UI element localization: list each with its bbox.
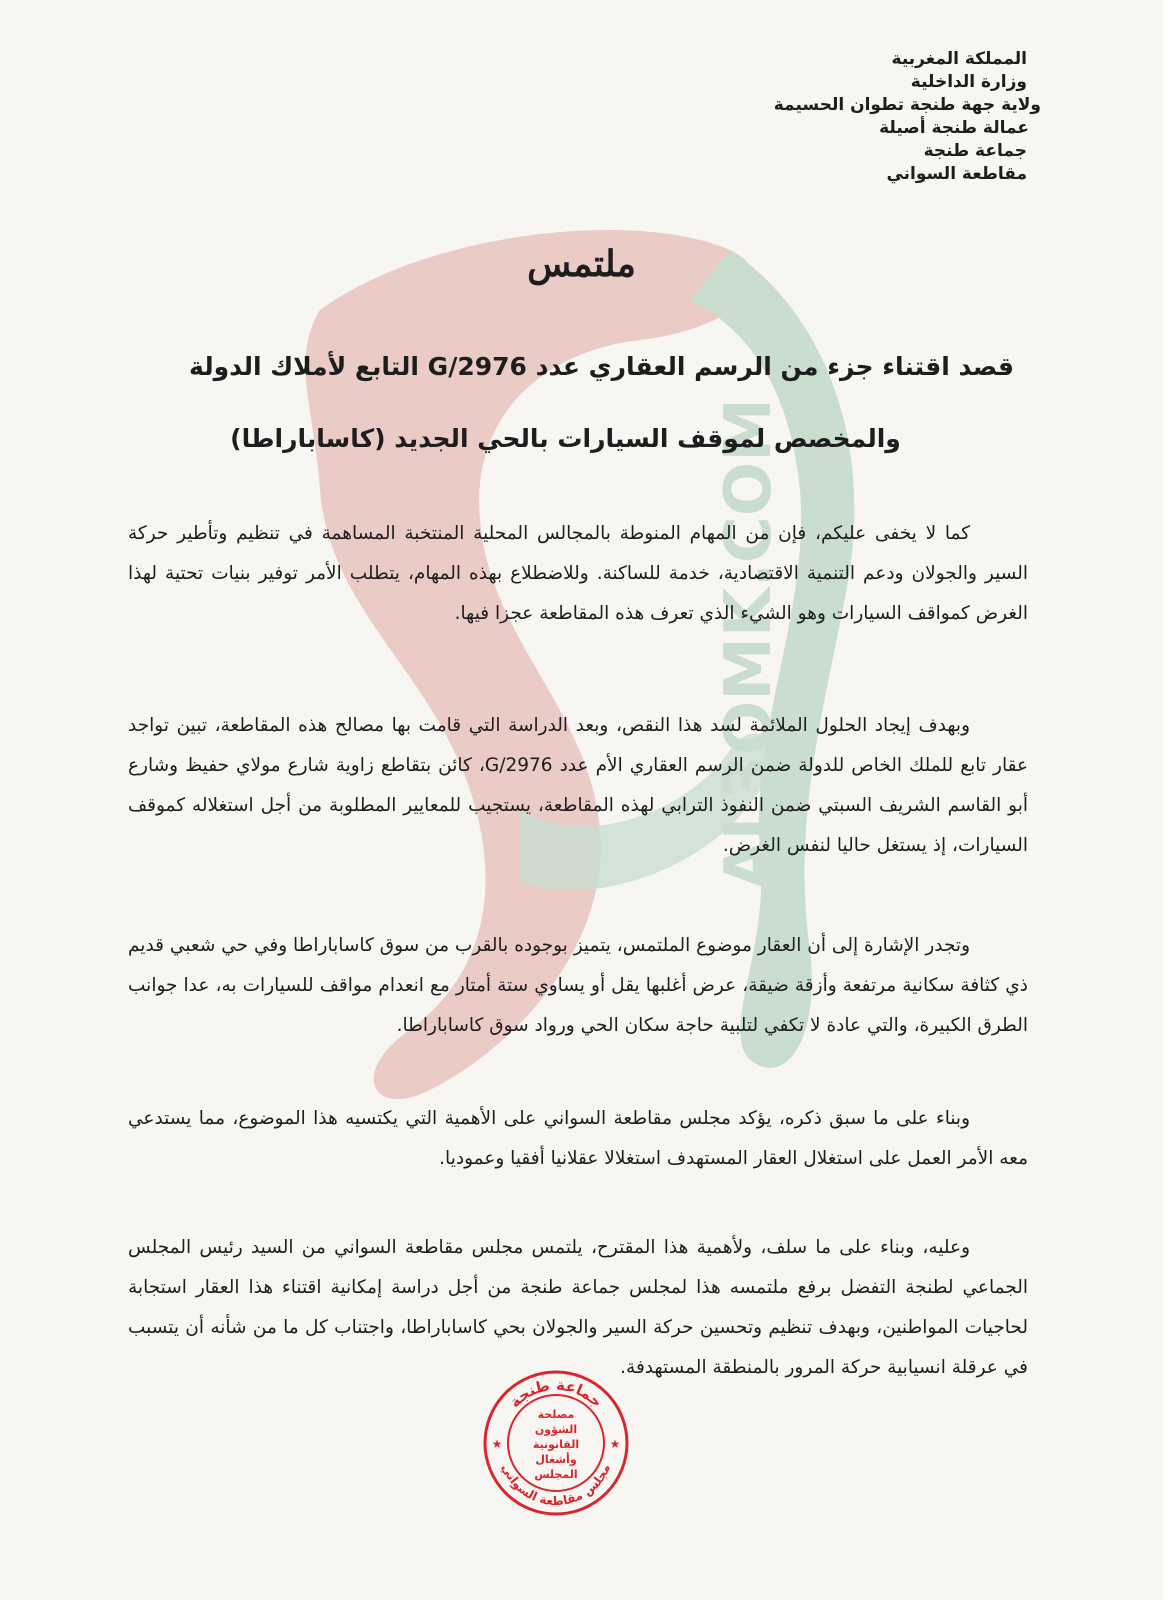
stamp-line-5: المجلس bbox=[534, 1468, 578, 1481]
paragraph-1 bbox=[128, 514, 1028, 634]
header-line-wilaya: ولاية جهة طنجة تطوان الحسيمة bbox=[773, 95, 1041, 115]
header-line-commune: جماعة طنجة bbox=[923, 141, 1027, 161]
subject-line-2: والمخصص لموقف السيارات بالحي الجديد (كاساباراطا) bbox=[230, 424, 901, 453]
header-line-prefecture: عمالة طنجة أصيلة bbox=[879, 118, 1029, 138]
subject-line-1: قصد اقتناء جزء من الرسم العقاري عدد 2976/G التابع لأملاك الدولة bbox=[189, 352, 1014, 381]
stamp-line-1: مصلحة bbox=[537, 1408, 575, 1421]
stamp-line-4: وأشغال bbox=[535, 1453, 577, 1466]
paragraph-4-text: وبناء على ما سبق ذكره، يؤكد مجلس مقاطعة السواني على الأهمية التي يكتسيه هذا الموضوع، مما يستدعي معه الأمر العمل على استغلال العقار المستهدف استغلالا عقلانيا أفقيا وعموديا. bbox=[128, 1108, 1028, 1169]
paragraph-5-text: وعليه، وبناء على ما سلف، ولأهمية هذا المقترح، يلتمس مجلس مقاطعة السواني من السيد رئيس المجلس الجماعي لطنجة التفضل برفع ملتمسه هذا لمجلس جماعة طنجة من أجل دراسة إمكانية اقتناء هذا العقار استجابة لحاجيات المواطنين، وبهدف تنظيم وتحسين حركة السير والجولان بحي كاساباراطا، واجتناب كل ما من شأنه أن يتسبب في عرقلة انسيابية حركة المرور بالمنطقة المستهدفة. bbox=[128, 1237, 1028, 1378]
document-title: ملتمس bbox=[527, 243, 636, 285]
stamp-star-right-icon: ★ bbox=[609, 1437, 621, 1451]
paragraph-3 bbox=[128, 926, 1028, 1046]
header-line-kingdom: المملكة المغربية bbox=[891, 49, 1027, 69]
watermark-text: AL3OMK.COM bbox=[712, 398, 786, 890]
official-stamp bbox=[481, 1368, 631, 1518]
paragraph-2-text: وبهدف إيجاد الحلول الملائمة لسد هذا النقص، وبعد الدراسة التي قامت بها مصالح هذه المقاطعة، تبين تواجد عقار تابع للملك الخاص للدولة ضمن الرسم العقاري الأم عدد 2976/G، كائن بتقاطع زاوية شارع مولاي حفيظ وشارع أبو القاسم الشريف السبتي ضمن النفوذ الترابي لهذه المقاطعة، يستجيب للمعايير المطلوبة من أجل استغلاله كموقف السيارات، إذ يستغل حاليا لنفس الغرض. bbox=[128, 715, 1029, 856]
paragraph-5 bbox=[128, 1228, 1028, 1388]
stamp-star-left-icon: ★ bbox=[491, 1437, 503, 1451]
header-line-ministry: وزارة الداخلية bbox=[910, 72, 1027, 92]
header-line-district: مقاطعة السواني bbox=[886, 164, 1027, 184]
paragraph-2 bbox=[128, 706, 1028, 866]
stamp-line-2: الشؤون bbox=[534, 1423, 578, 1436]
stamp-line-3: القانونية bbox=[532, 1438, 580, 1451]
paragraph-4 bbox=[128, 1099, 1028, 1179]
paragraph-1-text: كما لا يخفى عليكم، فإن من المهام المنوطة بالمجالس المحلية المنتخبة المساهمة في تنظيم وتأطير حركة السير والجولان ودعم التنمية الاقتصادية، خدمة للساكنة. وللاضطلاع بهذه المهام، يتطلب الأمر توفير بنيات تحتية لهذا الغرض كمواقف السيارات وهو الشيء الذي تعرف هذه المقاطعة عجزا فيها. bbox=[128, 523, 1028, 624]
paragraph-3-text: وتجدر الإشارة إلى أن العقار موضوع الملتمس، يتميز بوجوده بالقرب من سوق كاساباراطا وفي حي شعبي قديم ذي كثافة سكانية مرتفعة وأزقة ضيقة، عرض أغلبها يقل أو يساوي ستة أمتار مع انعدام مواقف للسيارات به، عدا جوانب الطرق الكبيرة، والتي عادة لا تكفي لتلبية حاجة سكان الحي ورواد سوق كاساباراطا. bbox=[128, 935, 1028, 1036]
ministry-header bbox=[773, 48, 1041, 186]
stamp-bottom-arc-text: مجلس مقاطعة السواني bbox=[499, 1461, 613, 1509]
stamp-top-arc-text: جماعة طنجة bbox=[505, 1375, 607, 1412]
